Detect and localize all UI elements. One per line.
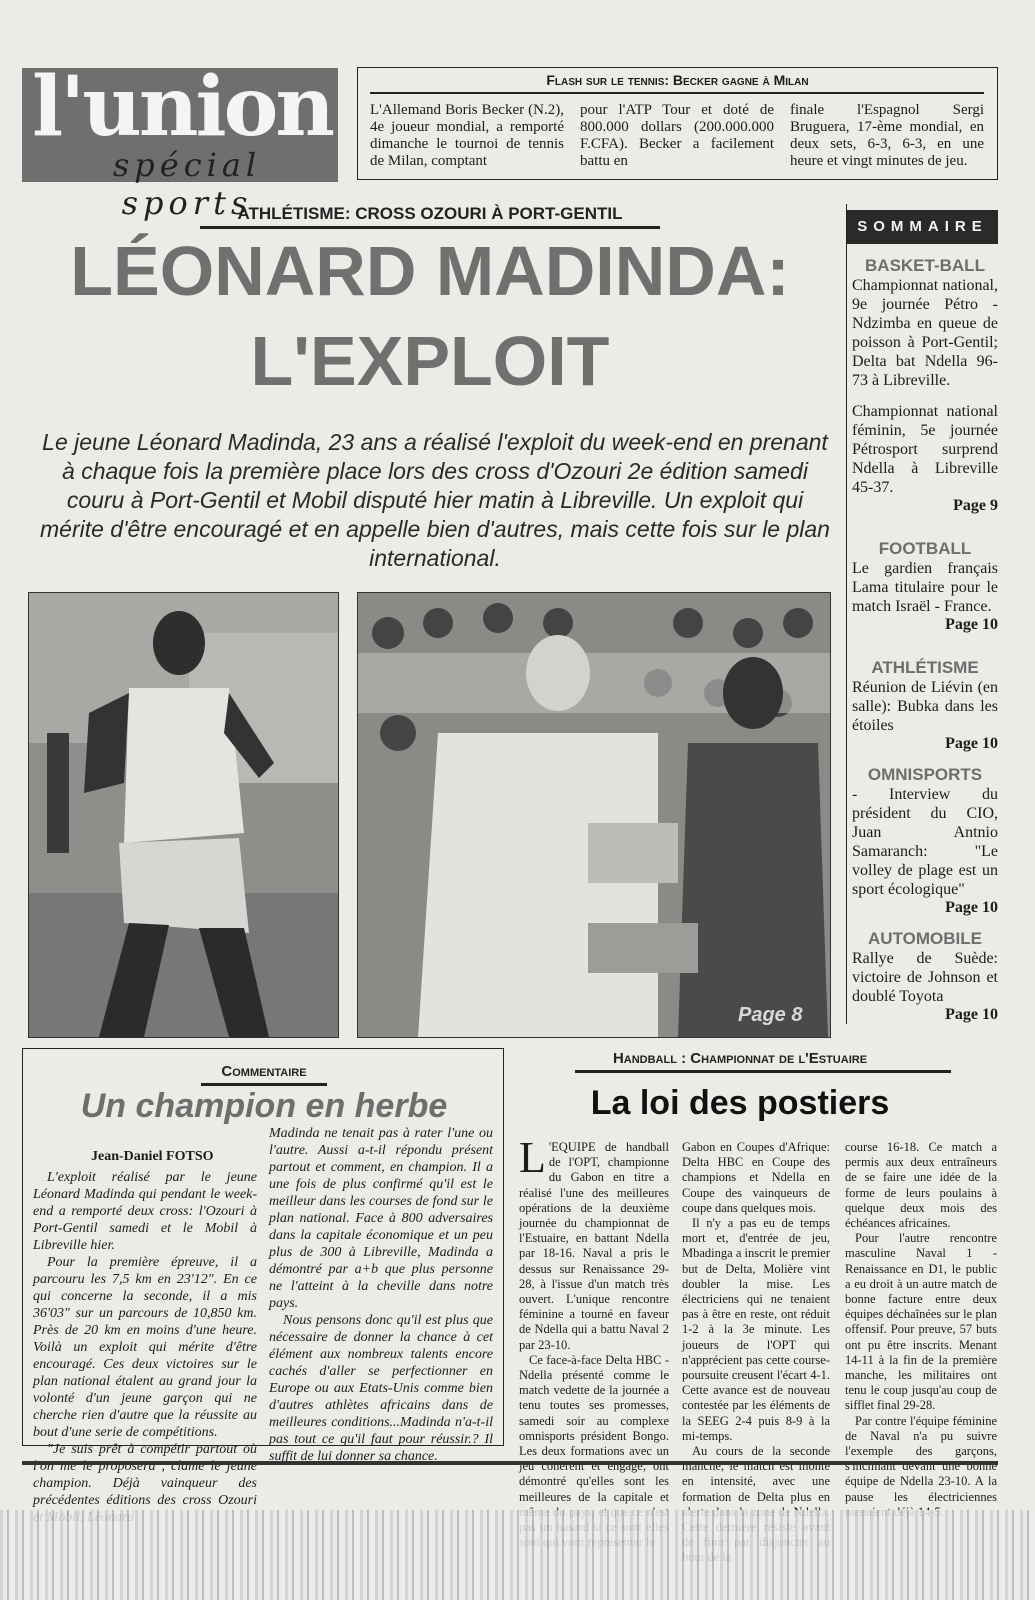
commentaire-author: Jean-Daniel FOTSO xyxy=(91,1149,214,1164)
sommaire-text-automobile: Rallye de Suède: victoire de Johnson et doublé Toyota xyxy=(852,950,998,1005)
commentaire-p1: L'exploit réalisé par le jeune Léonard Madinda qui pendant le week-end a remporté deux cross: l'Ozouri à Port-Gentil samedi et le Mobil à Libreville hier. xyxy=(33,1170,257,1253)
flash-box xyxy=(357,67,998,180)
flash-col-1: L'Allemand Boris Becker (N.2), 4e joueur mondial, a remporté dimanche le tournoi de tennis de Milan, comptant xyxy=(370,102,564,169)
handball-col-2 xyxy=(682,1140,830,1566)
sommaire-text-football: Le gardien français Lama titulaire pour le match Israël - France. xyxy=(852,560,998,615)
sommaire-category-omnisports: OMNISPORTS xyxy=(867,765,983,784)
main-headline-line-1: LÉONARD MADINDA: xyxy=(70,232,790,310)
sommaire-text-basket-1: Championnat national, 9e journée Pétro - Ndzimba en queue de poisson à Port-Gentil; Delta bat Ndella 96-73 à Libreville. xyxy=(852,277,998,389)
sommaire-category-football: FOOTBALL xyxy=(878,539,972,558)
photo-page-label: Page 8 xyxy=(738,1004,803,1026)
handball-headline: La loi des postiers xyxy=(590,1084,890,1122)
commentaire-kicker-rule xyxy=(201,1083,327,1086)
handball-p5: Au cours de la seconde manche, le match est monté en intensité, avec une formation de Delta plus en xyxy=(682,1444,830,1504)
sommaire-page-football[interactable]: Page 10 xyxy=(945,616,998,633)
newspaper-logo: l'union xyxy=(32,59,332,155)
masthead xyxy=(22,59,338,222)
scan-noise-strip xyxy=(0,1510,1035,1600)
ceremony-photo xyxy=(357,592,831,1038)
runner-photo xyxy=(28,592,339,1038)
sommaire-page-omnisports[interactable]: Page 10 xyxy=(945,899,998,916)
sommaire-text-omnisports: - Interview du président du CIO, Juan Antnio Samaranch: "Le volley de plage est un sport écologique" xyxy=(852,786,998,898)
commentaire-kicker: Commentaire xyxy=(221,1063,307,1080)
flash-col-2: pour l'ATP Tour et doté de 800.000 dollars (200.000.000 F.CFA). Becker a facilement battu en xyxy=(580,102,774,169)
handball-p6: course 16-18. Ce match a permis aux deux entraîneurs de se faire une idée de la forme de leurs poulains à quelque deux mois des échéances africaines. xyxy=(845,1140,997,1231)
handball-kicker: Handball : Championnat de l'Estuaire xyxy=(612,1050,868,1067)
sommaire-text-basket-2: Championnat national féminin, 5e journée Pétrosport surprend Ndella à Libreville 45-37. xyxy=(852,403,998,496)
sommaire-page-automobile[interactable]: Page 10 xyxy=(945,1006,998,1023)
sommaire-page-basket[interactable]: Page 9 xyxy=(953,497,998,514)
sommaire-list xyxy=(852,256,998,1024)
commentaire-p5: Nous pensons donc qu'il est plus que nécessaire de donner la chance à cet élément aux nombreux talents encore cachés d'aller se perfectionner en Europe ou aux Etats-Unis comme bien d'autres athlètes africains dans de meilleures conditions...Madinda n'a-t-il pas tout ce qu'il faut pour réussir.? Il suffit de lui donner sa chance. xyxy=(269,1313,493,1464)
sommaire-page-athletisme[interactable]: Page 10 xyxy=(945,735,998,752)
main-kicker: ATHLÉTISME: CROSS OZOURI À PORT-GENTIL xyxy=(237,204,623,223)
handball-dropcap: L xyxy=(519,1133,546,1182)
sommaire-title: SOMMAIRE xyxy=(847,210,998,244)
handball-p4: Il n'y a pas eu de temps mort et, d'entrée de jeu, Mbadinga a inscrit le premier but de Delta, Molière vint doubler la mise. Les électriciens qui ne tenaient pas à être en reste, ont réduit 1-2 à la 3e minute. Les joueurs de l'OPT qui n'apprécient pas cette course-poursuite creusent l'écart 4-1. Cette avance est de nouveau contestée par les éléments de la SEEG 2-4 puis 8-9 à la mi-temps. xyxy=(682,1216,830,1443)
bottom-rule xyxy=(22,1461,998,1465)
sommaire-category-athletisme: ATHLÉTISME xyxy=(871,658,979,677)
sommaire-category-automobile: AUTOMOBILE xyxy=(868,929,982,948)
flash-col-3: finale l'Espagnol Sergi Bruguera, 17-ème mondial, en deux sets, 6-3, 6-3, en une heure et vingt minutes de jeu. xyxy=(790,102,984,169)
handball-p7: Pour l'autre rencontre masculine Naval 1 - Renaissance en D1, le public a eu droit à un autre match de bonne facture entre deux équipes déchaînées sur le plan offensif. Pour preuve, 57 buts ont pu être inscrits. Menant 14-11 à la fin de la première manche, les militaires ont tenu le coup jusqu'au coup de sifflet final 29-28. xyxy=(845,1231,997,1413)
handball-p8: Par contre l'équipe féminine de Naval n'a pu suivre l'exemple des garçons, s'inclinant devant une bonne équipe de Ndella 23-10. A la pause les électriciennes xyxy=(845,1413,997,1504)
commentaire-col-1 xyxy=(33,1169,257,1526)
flash-title: Flash sur le tennis: Becker gagne à Milan xyxy=(546,72,809,88)
handball-p2: Ce face-à-face Delta HBC - Ndella présenté comme le match vedette de la journée a tenu toutes ses promesses, samedi soir au complexe omnisports président Bongo. Les deux formations avec un jeu cohérent et engagé, ont démontré qu'elles sont les meilleures de la capitale et xyxy=(519,1352,669,1504)
commentaire-p2: Pour la première épreuve, il a parcouru les 7,5 km en 23'12". En ce qui concerne la seconde, il a mis 36'03" sur un parcours de 10,850 km. Près de 20 km en moins d'une heure. Voilà un exploit qui mérite d'être encouragé. Ces deux victoires sur le plan national étalent au grand jour la volonté d'un jeune garçon qui ne cherche rien d'autre que la réussite au bout d'une serie de compétitions. xyxy=(33,1255,257,1440)
commentaire-box xyxy=(22,1048,504,1508)
handball-kicker-rule xyxy=(575,1070,951,1073)
flash-divider xyxy=(370,92,984,94)
commentaire-p3: "Je suis prêt à compétir partout où l'on me le proposera", clame le jeune champion. Déjà vainqueur des précédentes éditions des cross Ozouri xyxy=(33,1442,257,1508)
handball-p1: 'EQUIPE de handball de l'OPT, championne du Gabon en titre a réalisé l'une des meilleures opérations de la deuxième journée du championnat de l'Estuaire, en battant Ndella par 18-16. Naval a pris le dessus sur Renaissance 29-28, à l'issue d'un match très ouvert. L'unique rencontre féminine a tourné en faveur de Ndella qui a battu Naval 2 par 23-10. xyxy=(519,1140,669,1352)
main-deck: Le jeune Léonard Madinda, 23 ans a réalisé l'exploit du week-end en prenant à chaque fois la première place lors des cross d'Ozouri 2e édition samedi couru à Port-Gentil et Mobil disputé hier matin à Libreville. Un exploit qui mérite d'être encouragé et en appelle bien d'autres, mais cette fois sur le plan international. xyxy=(40,429,830,571)
masthead-subtitle: spécial sports xyxy=(112,146,262,222)
sommaire-text-athletisme: Réunion de Liévin (en salle): Bubka dans les étoiles xyxy=(852,679,998,734)
sommaire-border xyxy=(846,204,847,1024)
sommaire-category-basket: BASKET-BALL xyxy=(865,256,985,275)
handball-p3: Gabon en Coupes d'Afrique: Delta HBC en Coupe des champions et Ndella en Coupe des vainqueurs de coupe dans quelques mois. xyxy=(682,1140,830,1215)
commentaire-col-2 xyxy=(269,1125,493,1465)
handball-col-1 xyxy=(519,1133,669,1550)
commentaire-headline: Un champion en herbe xyxy=(80,1087,448,1125)
commentaire-p4: Madinda ne tenait pas à rater l'une ou l'autre. Aussi a-t-il répondu présent partout et comment, en champion. Il a une fois de plus confirmé qu'il est le meilleur dans les courses de fond sur le plan national. Face à 800 adversaires dans la capitale économique et un peu plus de 300 à Libreville, Madinda a démontré par a+b que plus personne ne l'atteint à la cheville dans notre pays. xyxy=(269,1126,493,1311)
main-headline-line-2: L'EXPLOIT xyxy=(250,322,610,400)
